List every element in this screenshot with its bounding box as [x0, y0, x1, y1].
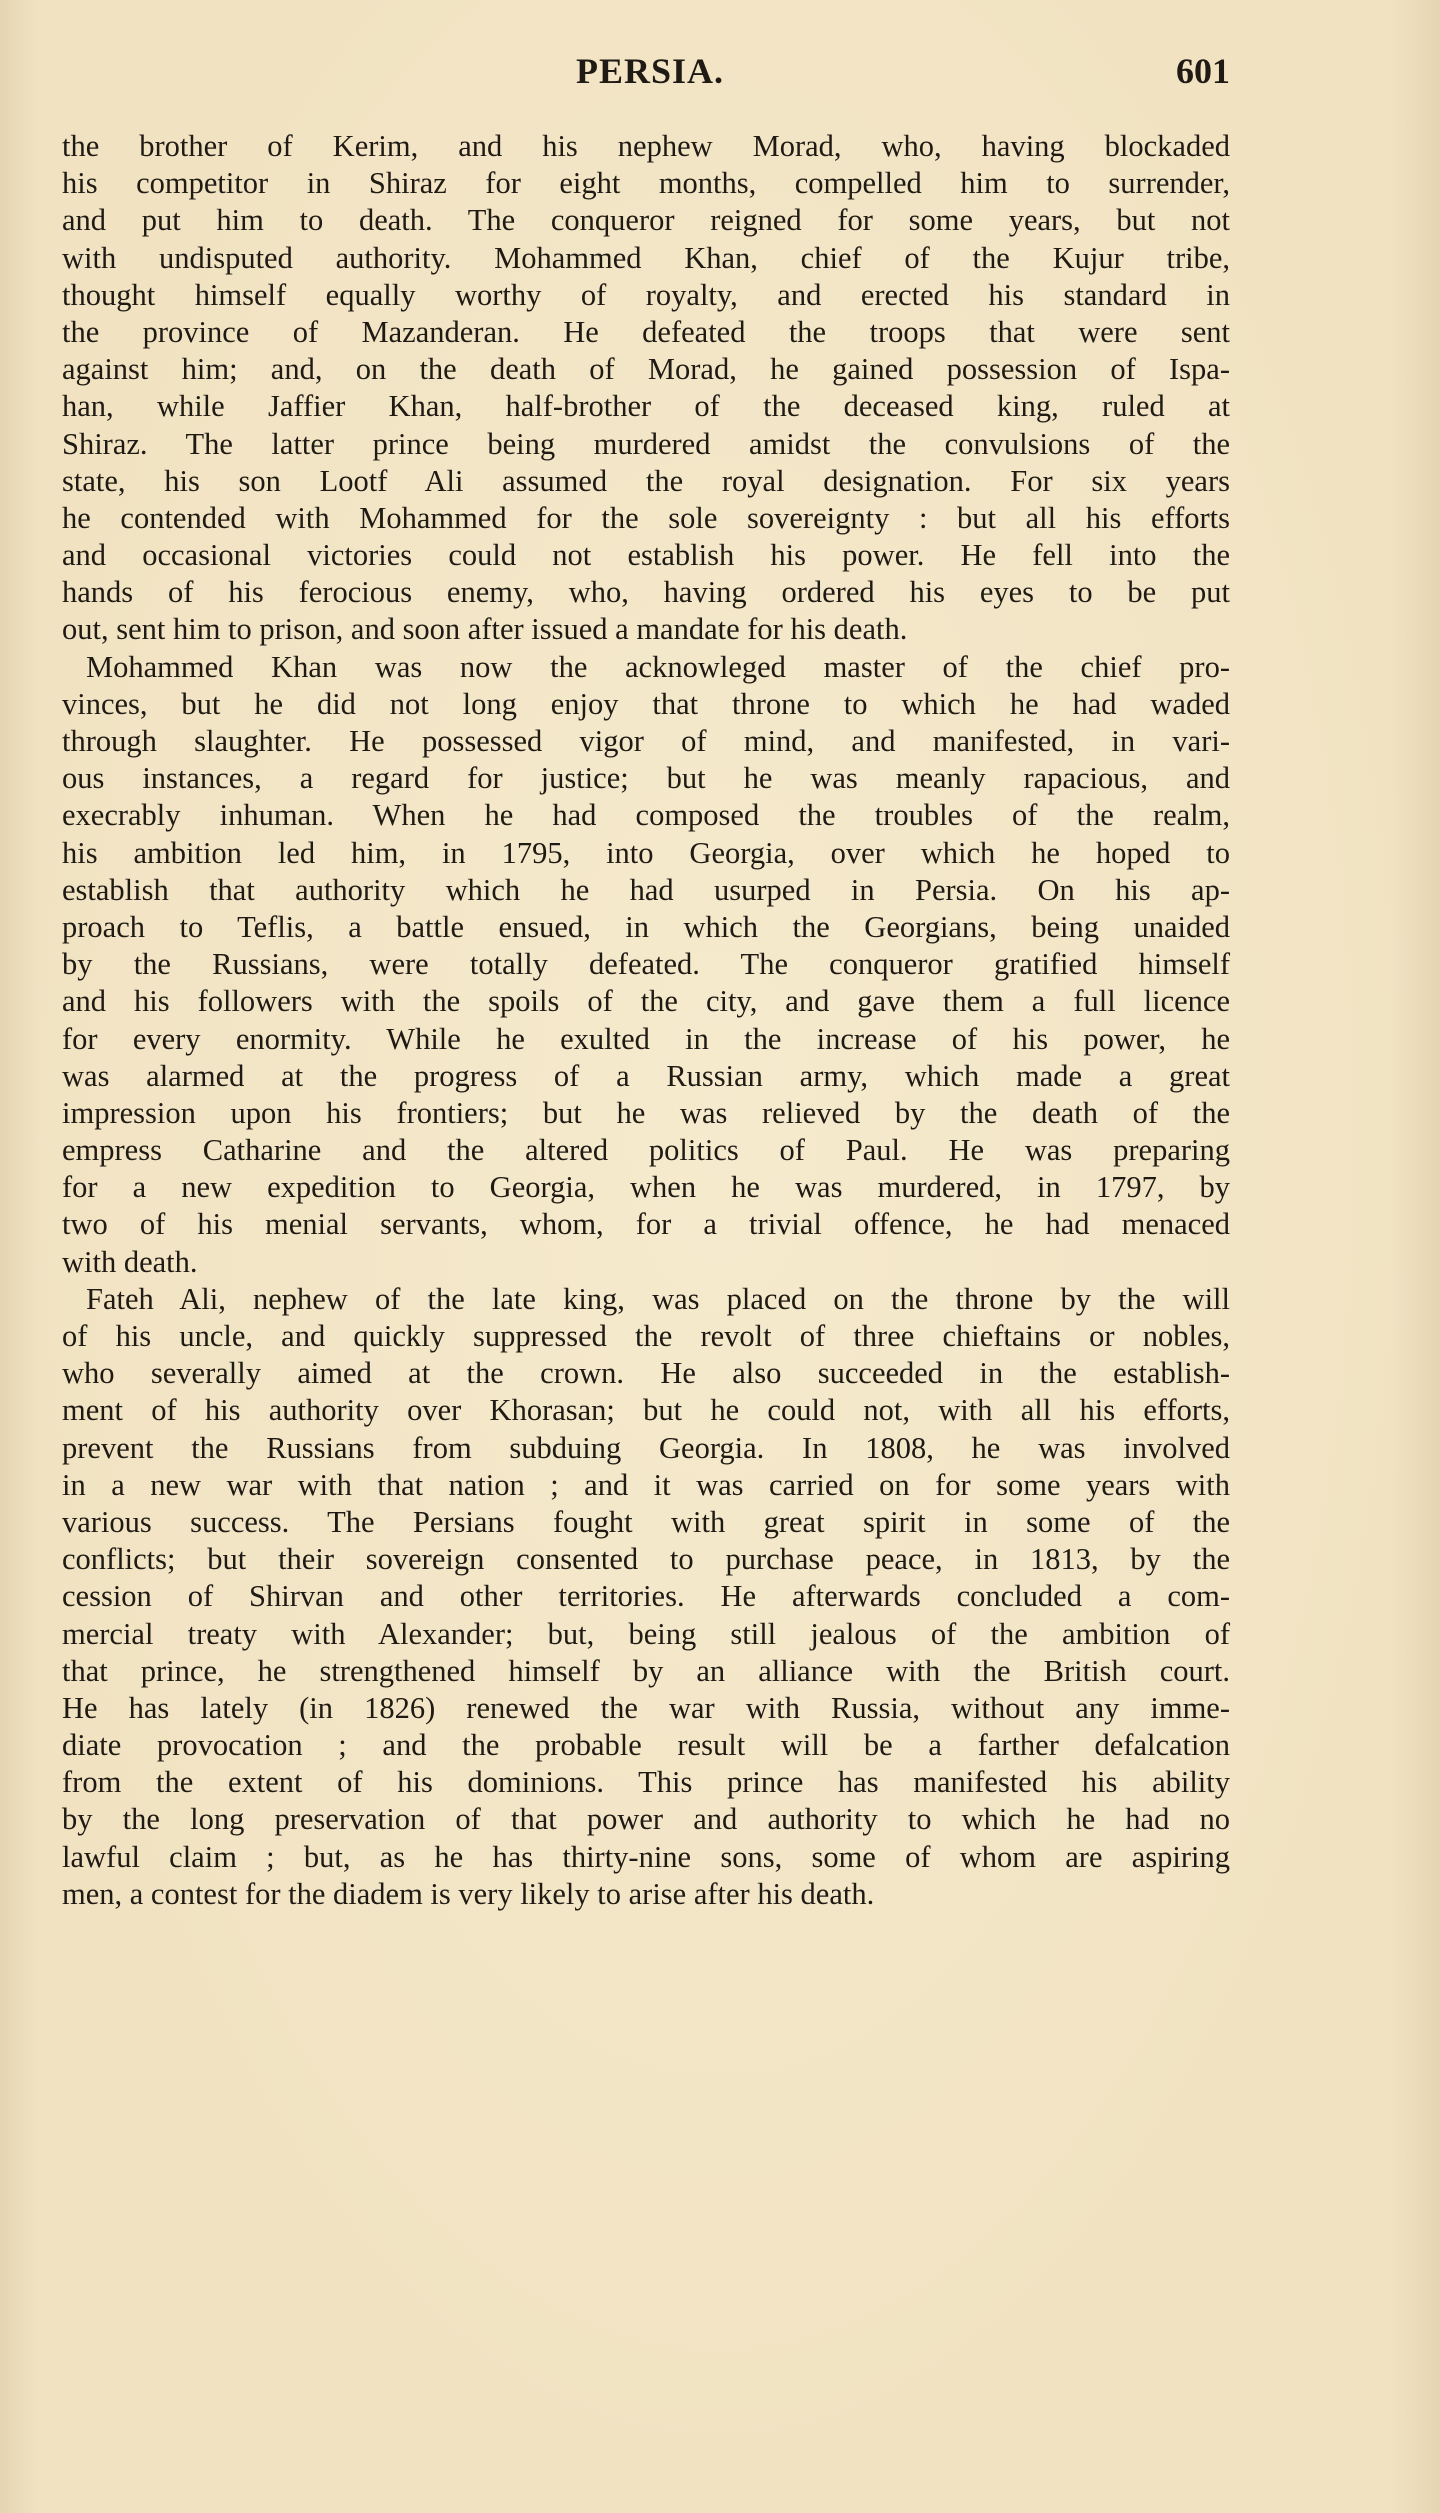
- text-line: from the extent of his dominions. This prince has manifested his ability: [62, 1765, 1230, 1800]
- text-line: with death.: [62, 1244, 198, 1279]
- text-line: who severally aimed at the crown. He also succeeded in the establish-: [62, 1356, 1230, 1391]
- page-number: 601: [1176, 51, 1230, 91]
- text-line: that prince, he strengthened himself by an alliance with the British court.: [62, 1653, 1230, 1688]
- text-line: proach to Teflis, a battle ensued, in which the Georgians, being unaided: [62, 909, 1230, 944]
- text-line: his competitor in Shiraz for eight months, compelled him to surrender,: [62, 166, 1230, 201]
- text-line: He has lately (in 1826) renewed the war with Russia, without any imme-: [62, 1690, 1230, 1725]
- text-line: the province of Mazanderan. He defeated the troops that were sent: [62, 314, 1230, 349]
- text-line: by the Russians, were totally defeated. The conqueror gratified himself: [62, 947, 1230, 982]
- text-line: vinces, but he did not long enjoy that throne to which he had waded: [62, 686, 1230, 721]
- text-line: execrably inhuman. When he had composed the troubles of the realm,: [62, 798, 1230, 833]
- text-line: out, sent him to prison, and soon after issued a mandate for his death.: [62, 612, 908, 647]
- text-line: lawful claim ; but, as he has thirty-nine sons, some of whom are aspiring: [62, 1839, 1230, 1874]
- text-line: empress Catharine and the altered politics of Paul. He was preparing: [62, 1133, 1230, 1168]
- text-line: he contended with Mohammed for the sole sovereignty : but all his efforts: [62, 500, 1230, 535]
- paragraph: [62, 649, 1230, 1281]
- text-line: prevent the Russians from subduing Georgia. In 1808, he was involved: [62, 1430, 1230, 1465]
- text-line: of his uncle, and quickly suppressed the revolt of three chieftains or nobles,: [62, 1319, 1230, 1353]
- text-line: in a new war with that nation ; and it was carried on for some years with: [62, 1467, 1230, 1502]
- text-line: with undisputed authority. Mohammed Khan, chief of the Kujur tribe,: [62, 240, 1230, 275]
- text-line: ous instances, a regard for justice; but he was meanly rapacious, and: [62, 761, 1230, 796]
- running-title: PERSIA.: [575, 51, 725, 91]
- text-line: was alarmed at the progress of a Russian army, which made a great: [62, 1058, 1230, 1093]
- text-line: by the long preservation of that power and authority to which he had no: [62, 1802, 1230, 1837]
- text-line: hands of his ferocious enemy, who, having ordered his eyes to be put: [62, 575, 1230, 610]
- text-line: conflicts; but their sovereign consented to purchase peace, in 1813, by the: [62, 1542, 1230, 1577]
- text-line: Mohammed Khan was now the acknowleged master of the chief pro-: [86, 649, 1230, 684]
- text-line: for a new expedition to Georgia, when he was murdered, in 1797, by: [62, 1170, 1230, 1205]
- text-line: the brother of Kerim, and his nephew Morad, who, having blockaded: [62, 129, 1230, 163]
- running-head: [70, 50, 1230, 100]
- text-line: and put him to death. The conqueror reigned for some years, but not: [62, 203, 1230, 238]
- text-line: and occasional victories could not establish his power. He fell into the: [62, 538, 1230, 573]
- text-line: against him; and, on the death of Morad, he gained possession of Ispa-: [62, 352, 1230, 387]
- text-line: cession of Shirvan and other territories. He afterwards concluded a com-: [62, 1579, 1230, 1614]
- text-line: diate provocation ; and the probable result will be a farther defalcation: [62, 1728, 1230, 1763]
- text-line: Fateh Ali, nephew of the late king, was placed on the throne by the will: [86, 1281, 1230, 1316]
- text-line: various success. The Persians fought with great spirit in some of the: [62, 1504, 1230, 1539]
- text-line: two of his menial servants, whom, for a trivial offence, he had menaced: [62, 1207, 1230, 1242]
- text-line: thought himself equally worthy of royalty, and erected his standard in: [62, 277, 1230, 312]
- text-line: and his followers with the spoils of the city, and gave them a full licence: [62, 984, 1230, 1019]
- text-line: establish that authority which he had usurped in Persia. On his ap-: [62, 872, 1230, 907]
- text-line: Shiraz. The latter prince being murdered amidst the convulsions of the: [62, 426, 1230, 461]
- text-line: impression upon his frontiers; but he was relieved by the death of the: [62, 1095, 1230, 1130]
- text-line: for every enormity. While he exulted in the increase of his power, he: [62, 1021, 1230, 1056]
- text-line: his ambition led him, in 1795, into Georgia, over which he hoped to: [62, 835, 1230, 870]
- text-line: men, a contest for the diadem is very likely to arise after his death.: [62, 1876, 875, 1911]
- text-line: state, his son Lootf Ali assumed the royal designation. For six years: [62, 463, 1230, 498]
- text-line: mercial treaty with Alexander; but, being still jealous of the ambition of: [62, 1616, 1230, 1651]
- paragraph: [62, 128, 1230, 649]
- text-line: ment of his authority over Khorasan; but he could not, with all his efforts,: [62, 1393, 1230, 1428]
- body-text: [62, 128, 1230, 1913]
- paragraph: [62, 1281, 1230, 1913]
- text-line: through slaughter. He possessed vigor of mind, and manifested, in vari-: [62, 724, 1230, 758]
- text-line: han, while Jaffier Khan, half-brother of the deceased king, ruled at: [62, 389, 1230, 424]
